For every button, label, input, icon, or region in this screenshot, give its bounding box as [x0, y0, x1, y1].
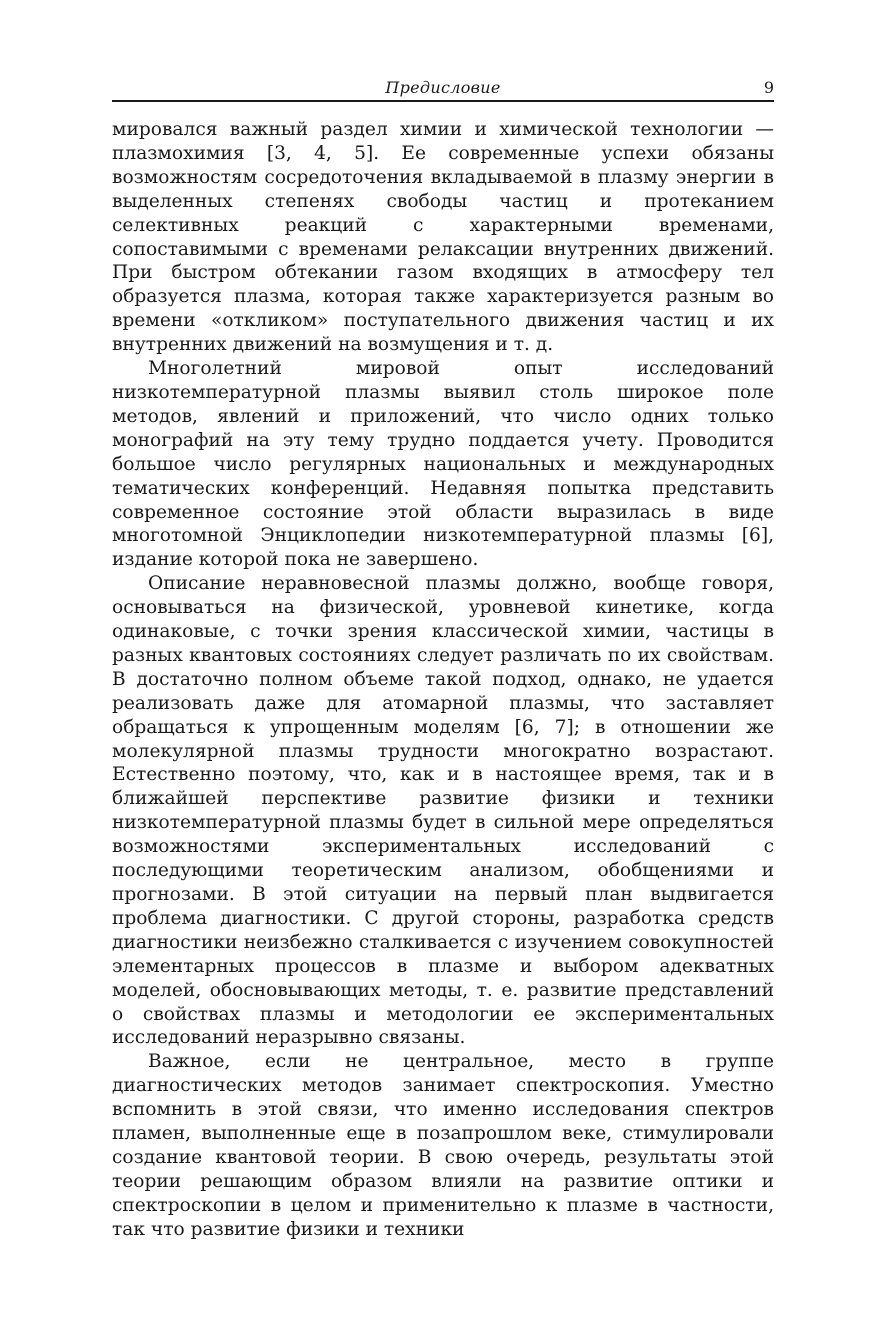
book-page	[112, 72, 774, 1242]
paragraph-4: Важное, если не центральное, место в группе диагностических методов занимает спектроскопия. Уместно вспомнить в этой связи, что именно исследования спектров пламен, выполненные еще в позапрошлом веке, стимулировали создание квантовой теории. В свою очередь, результаты этой теории решающим образом влияли на развитие оптики и спектроскопии в целом и применительно к плазме в частности, так что развитие физики и техники	[112, 1051, 774, 1240]
paragraph-1: мировался важный раздел химии и химической технологии — плазмохимия [3, 4, 5]. Ее современные успехи обязаны возможностям сосредоточения вкладываемой в плазму энергии в выделенных степенях свободы частиц и протеканием селективных реакций с характерными временами, сопоставимыми с временами релаксации внутренних движений. При быстром обтекании газом входящих в атмосферу тел образуется плазма, которая также характеризуется разным во времени «откликом» поступательного движения частиц и их внутренних движений на возмущения и т. д.	[112, 119, 774, 356]
paragraph-2: Многолетний мировой опыт исследований низкотемпературной плазмы выявил столь широкое поле методов, явлений и приложений, что число одних только монографий на эту тему трудно поддается учету. Проводится большое число регулярных национальных и международных тематических конференций. Недавняя попытка представить современное состояние этой области выразилась в виде многотомной Энциклопедии низкотемпературной плазмы [6], издание которой пока не завершено.	[112, 358, 774, 571]
body-text	[112, 118, 774, 1242]
running-title: Предисловие	[385, 78, 501, 97]
running-header	[112, 72, 774, 102]
page-number: 9	[763, 78, 774, 97]
paragraph-3: Описание неравновесной плазмы должно, вообще говоря, основываться на физической, уровневой кинетике, когда одинаковые, с точки зрения классической химии, частицы в разных квантовых состояниях следует различать по их свойствам. В достаточно полном объеме такой подход, однако, не удается реализовать даже для атомарной плазмы, что заставляет обращаться к упрощенным моделям [6, 7]; в отношении же молекулярной плазмы трудности многократно возрастают. Естественно поэтому, что, как и в настоящее время, так и в ближайшей перспективе развитие физики и техники низкотемпературной плазмы будет в сильной мере определяться возможностями экспериментальных исследований с последующими теоретическим анализом, обобщениями и прогнозами. В этой ситуации на первый план выдвигается проблема диагностики. С другой стороны, разработка средств диагностики неизбежно сталкивается с изучением совокупностей элементарных процессов в плазме и выбором адекватных моделей, обосновывающих методы, т. е. развитие представлений о свойствах плазмы и методологии ее экспериментальных исследований неразрывно связаны.	[112, 573, 774, 1049]
